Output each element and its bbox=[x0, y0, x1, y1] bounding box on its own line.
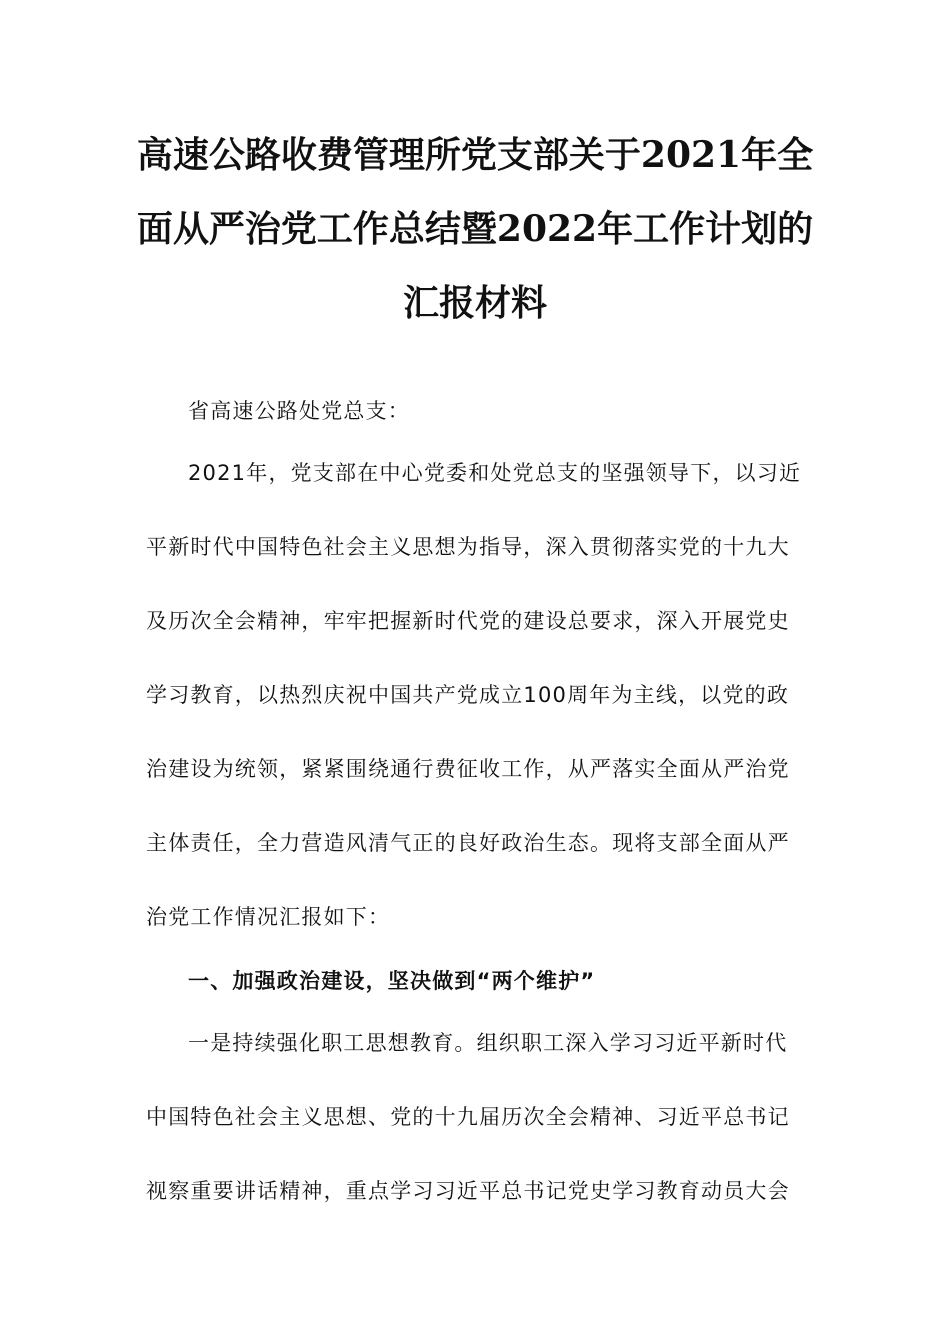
title-line: 高速公路收费管理所党支部关于2021年全 bbox=[136, 134, 814, 176]
title-line: 汇报材料 bbox=[402, 282, 547, 324]
paragraph-line: 中国特色社会主义思想、党的十九届历次全会精神、习近平总书记 bbox=[146, 1105, 790, 1129]
paragraph-line: 一是持续强化职工思想教育。组织职工深入学习习近平新时代 bbox=[188, 1031, 788, 1055]
paragraph-line: 及历次全会精神，牢牢把握新时代党的建设总要求，深入开展党史 bbox=[146, 609, 790, 633]
paragraph-line: 治党工作情况汇报如下： bbox=[146, 905, 391, 929]
paragraph-line: 学习教育，以热烈庆祝中国共产党成立100周年为主线，以党的政 bbox=[146, 683, 790, 707]
title-line: 面从严治党工作总结暨2022年工作计划的 bbox=[136, 208, 814, 250]
section-heading: 一、加强政治建设，坚决做到“两个维护” bbox=[188, 969, 596, 993]
salutation: 省高速公路处党总支： bbox=[188, 399, 410, 423]
paragraph-line: 2021年，党支部在中心党委和处党总支的坚强领导下，以习近 bbox=[188, 461, 802, 485]
document-title bbox=[120, 118, 830, 340]
paragraph-line: 主体责任，全力营造风清气正的良好政治生态。现将支部全面从严 bbox=[146, 831, 790, 855]
paragraph-line: 治建设为统领，紧紧围绕通行费征收工作，从严落实全面从严治党 bbox=[146, 757, 790, 781]
paragraph-line: 视察重要讲话精神，重点学习习近平总书记党史学习教育动员大会 bbox=[146, 1179, 790, 1203]
paragraph-line: 平新时代中国特色社会主义思想为指导，深入贯彻落实党的十九大 bbox=[146, 535, 790, 559]
